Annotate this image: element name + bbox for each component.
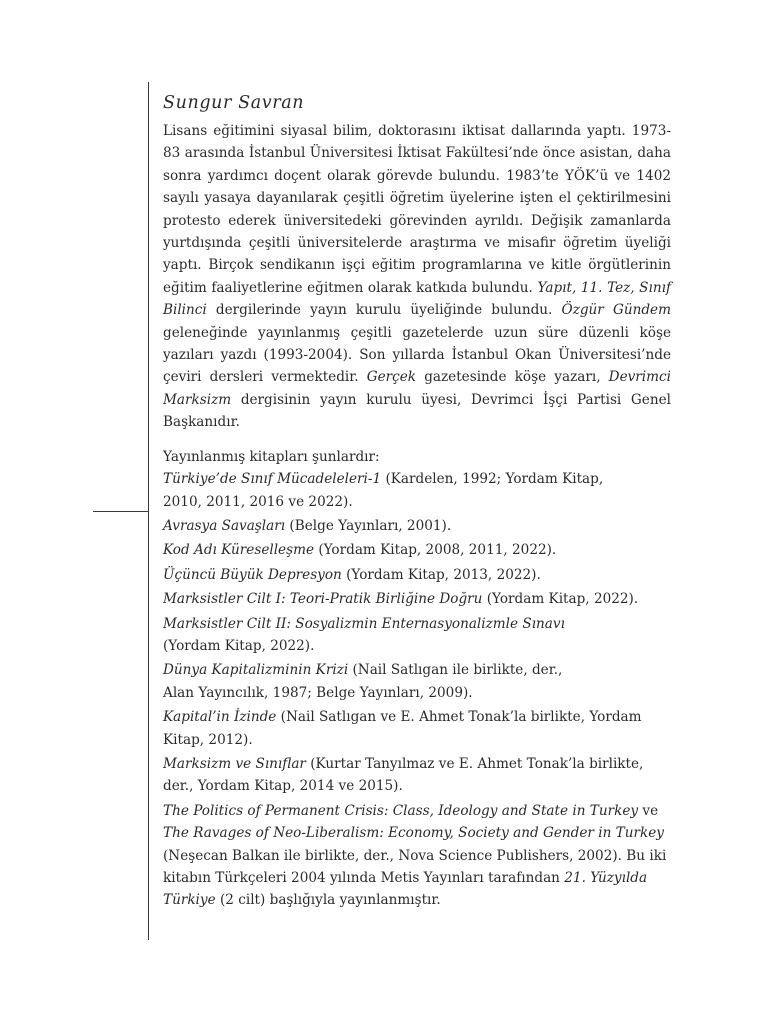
author-name: Sungur Savran [163, 93, 305, 113]
text-run: Alan Yayıncılık, 1987; Belge Yayınları, 2009). [163, 684, 473, 701]
text-run: Kitap, 2012). [163, 731, 253, 748]
text-run: (Kardelen, 1992; Yordam Kitap, [381, 471, 604, 488]
italic-title-text: Gerçek [366, 369, 417, 386]
italic-title-text: Yapıt, 11. Tez, Sınıf Bilinci [163, 279, 671, 319]
text-run: Lisans eğitimini siyasal bilim, doktorasını iktisat dallarında yaptı. 1973-83 arasında İstanbul Üniversitesi İktisat Fakültesi’nde önce asistan, daha sonra yardımcı doçent olarak görevde bulundu. 1983’te YÖK’ü ve 1402 sayılı yasaya dayanılarak çeşitli öğretim üyelerine işten el çektirilmesini protesto ederek üniversitedeki görevinden ayrıldı. Değişik zamanlarda yurtdışında çeşitli üniversitelerde araştırma ve misafir öğretim üyeliği yaptı. Birçok sendikanın işçi eğitim programlarına ve kitle örgütlerinin eğitim faaliyetlerine eğitmen olarak katkıda bulundu. [163, 123, 671, 296]
italic-title-text: Kapital’in İzinde [163, 709, 277, 726]
text-run: der., Yordam Kitap, 2014 ve 2015). [163, 778, 403, 795]
text-run: (Kurtar Tanyılmaz ve E. Ahmet Tonak’la birlikte, [305, 755, 644, 772]
text-run: (Belge Yayınları, 2001). [285, 517, 452, 534]
publication-item [163, 468, 671, 513]
text-run: (Neşecan Balkan ile birlikte, der., Nova Science Publishers, 2002). Bu iki [163, 847, 667, 864]
publication-item [163, 659, 671, 704]
text-run: geleneğinde yayınlanmış çeşitli gazetelerde uzun süre düzenli köşe yazıları yazdı (1993-2004). Son yıllarda İstanbul Okan Üniversitesi’nde çeviri dersleri vermektedir. [163, 324, 671, 386]
text-run: ve [638, 802, 659, 819]
italic-title-text: Dünya Kapitalizminin Krizi [163, 662, 349, 679]
text-run: kitabın Türkçeleri 2004 yılında Metis Yayınları tarafından [163, 870, 565, 886]
italic-title-text: Türkiye’de Sınıf Mücadeleleri-1 [163, 471, 382, 488]
text-run: (Yordam Kitap, 2013, 2022). [341, 566, 541, 583]
italic-title-text: Üçüncü Büyük Depresyon [163, 566, 342, 583]
text-run: 2010, 2011, 2016 ve 2022). [163, 493, 353, 510]
italic-title-text: Devrimci Marksizm [163, 369, 671, 408]
publication-item [163, 588, 671, 610]
italic-title-text: Avrasya Savaşları [163, 517, 286, 534]
text-run: (Yordam Kitap, 2008, 2011, 2022). [314, 542, 557, 559]
italic-title-text: Özgür Gündem [561, 302, 671, 319]
text-run: (Yordam Kitap, 2022). [482, 591, 639, 608]
italic-title-text: Marksistler Cilt II: Sosyalizmin Enternasyonalizmle Sınavı [163, 615, 565, 632]
publications-heading: Yayınlanmış kitapları şunlardır: [163, 448, 380, 465]
italic-title-text: Türkiye [163, 892, 216, 909]
text-run: dergilerinde yayın kurulu üyeliğinde bulundu. [206, 302, 562, 319]
horizontal-rule [93, 511, 149, 512]
italic-title-text: Marksizm ve Sınıflar [163, 755, 306, 772]
italic-title-text: The Ravages of Neo-Liberalism: Economy, Society and Gender in Turkey [163, 825, 664, 842]
publication-item [163, 515, 671, 537]
italic-title-text: The Politics of Permanent Crisis: Class, Ideology and State in Turkey [163, 802, 639, 819]
publication-item [163, 800, 671, 912]
text-run: (Nail Satlıgan ve E. Ahmet Tonak’la birlikte, Yordam [276, 709, 642, 726]
text-run: (Nail Satlıgan ile birlikte, der., [348, 662, 563, 679]
author-biography [163, 120, 671, 434]
publication-item [163, 613, 671, 658]
italic-title-text: Marksistler Cilt I: Teori-Pratik Birliğine Doğru [163, 591, 483, 608]
text-run: (2 cilt) başlığıyla yayınlanmıştır. [215, 892, 441, 909]
italic-title-text: Kod Adı Küreselleşme [163, 542, 315, 559]
text-run: (Yordam Kitap, 2022). [163, 637, 315, 654]
italic-title-text: 21. Yüzyılda [564, 870, 648, 886]
publication-item [163, 564, 671, 586]
text-run: dergisinin yayın kurulu üyesi, Devrimci İşçi Partisi Genel Başkanıdır. [163, 391, 671, 431]
publication-item [163, 539, 671, 561]
publication-item [163, 753, 671, 798]
author-bio-section [163, 92, 671, 912]
publication-item [163, 706, 671, 751]
publications-list [163, 468, 671, 912]
text-run: gazetesinde köşe yazarı, [416, 369, 609, 386]
